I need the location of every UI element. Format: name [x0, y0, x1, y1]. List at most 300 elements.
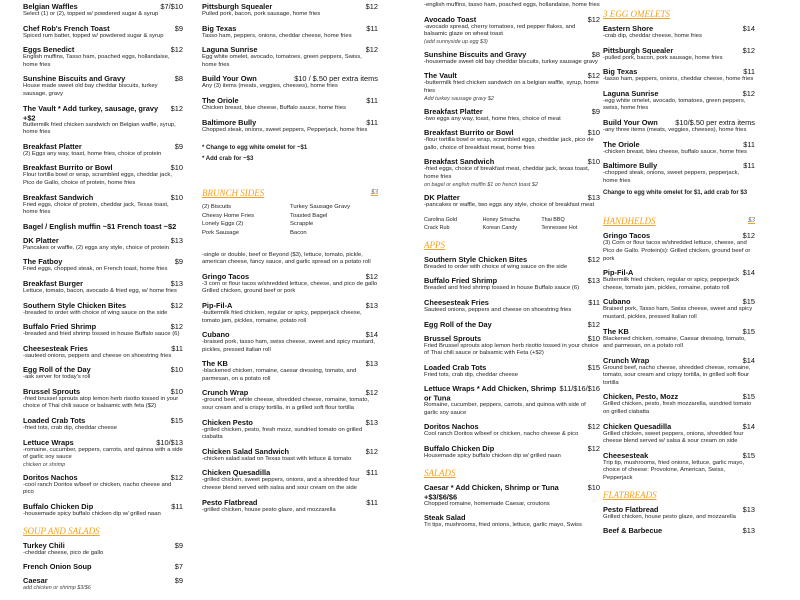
menu-item: [23, 2, 183, 19]
menu-item: [23, 301, 183, 318]
menu-item-row: [23, 24, 183, 33]
menu-item-description: -cheddar cheese, pico de gallo: [23, 549, 104, 556]
menu-item: [23, 322, 183, 339]
menu-item-row: [603, 24, 755, 33]
menu-item-name: Eastern Shore: [603, 23, 654, 34]
menu-item: [603, 24, 755, 41]
menu-item-row: [603, 297, 755, 306]
menu-item-description: Housemade spicy buffalo chicken dip w/ grilled naan: [424, 453, 561, 460]
menu-item-description: Grilled chicken, sweet peppers, onions, shredded four cheese blend served w/ salsa & sour cream on side: [603, 430, 744, 445]
menu-item: [23, 24, 183, 41]
menu-item-name: The Fatboy: [23, 257, 63, 267]
menu-item: [603, 451, 755, 483]
menu-item: [424, 193, 600, 210]
omelet-note: * Add crab for ~$3: [202, 156, 254, 163]
menu-item-description: English muffins, Tasso ham, poached eggs, hollandaise, home fries: [23, 54, 170, 68]
menu-item-price: $12: [587, 444, 600, 454]
menu-item-price: $9: [591, 106, 600, 116]
menu-item-row: [202, 272, 378, 281]
menu-item: [23, 163, 183, 187]
menu-item-row: [424, 128, 600, 137]
menu-column-3: [424, 2, 600, 600]
menu-item-description: Chopped romaine, homemade Caesar, croutons: [424, 500, 550, 507]
menu-item-row: [202, 45, 378, 54]
menu-item-price: $15: [742, 392, 755, 402]
menu-item-description: Trip tip, mushrooms, fried onions, lettuce, garlic mayo, choice of cheese: Provolone, American, Swiss, Pepperjack: [603, 459, 745, 482]
menu-item-price: $11: [366, 23, 378, 33]
menu-item-row: [424, 483, 600, 501]
menu-item: [23, 576, 183, 591]
menu-item-price: $13: [365, 359, 378, 369]
menu-item-price: $12: [587, 71, 600, 81]
menu-item-name: Chicken Quesadilla: [202, 468, 271, 478]
menu-item-name: Pip-Fil-A: [202, 300, 233, 311]
menu-item-description: -pulled pork, bacon, pork sausage, home fries: [603, 54, 723, 61]
menu-item-price: $11: [366, 468, 378, 478]
menu-item: [424, 71, 600, 101]
menu-item-description: -grilled chicken, pesto, fresh mozz, sundried tomato on grilled ciabatta: [202, 426, 363, 441]
menu-item-description: -any three items (meats, veggies, cheeses), home fries: [603, 126, 747, 133]
menu-item: [603, 89, 755, 113]
menu-item: [603, 118, 755, 135]
menu-item-price: $11: [743, 139, 755, 149]
menu-item-name: Egg Roll of the Day: [23, 365, 91, 375]
menu-item-name: Pittsburgh Squealer: [202, 2, 273, 12]
menu-item-price: $12: [365, 446, 378, 456]
menu-item-price: $15: [170, 416, 183, 426]
menu-item-row: [23, 541, 183, 550]
menu-item-price: $9: [174, 141, 183, 151]
menu-item-row: [23, 222, 183, 231]
menu-item-name: The KB: [202, 359, 228, 369]
menu-item-row: [603, 356, 755, 365]
menu-item-name: Cheesesteak Fries: [424, 297, 489, 308]
menu-item-price: $8: [174, 74, 183, 84]
brunch-side-entry: Cheesy Home Fries: [202, 212, 255, 219]
menu-item-name: Belgian Waffles: [23, 2, 78, 12]
menu-item-description: -single or double, beef or Beyond ($3), lettuce, tomato, pickle, american cheese, fancy sauce, and garlic spread on a potato roll: [202, 251, 371, 266]
menu-item-row: [603, 161, 755, 170]
menu-item-row: [603, 46, 755, 55]
menu-item-description: -tasso ham, peppers, onions, cheddar cheese, home fries: [603, 76, 754, 83]
menu-item-description: -housemade spicy buffalo chicken dip w/ grilled naan: [23, 511, 161, 518]
menu-item-price: $12: [365, 2, 378, 11]
menu-item-price: $11/$16/$16: [559, 384, 600, 394]
menu-item-row: [424, 15, 600, 24]
section-heading: [424, 468, 600, 478]
menu-item: [23, 387, 183, 411]
wing-sauce-entry: Thai BBQ: [541, 217, 565, 224]
menu-item-row: [23, 416, 183, 425]
menu-item: [603, 140, 755, 157]
spacer: [603, 201, 755, 209]
menu-item-row: [424, 422, 600, 431]
menu-item-row: [424, 50, 600, 59]
section-title: 3 EGG OMELETS: [603, 9, 670, 19]
menu-item-row: [202, 498, 378, 507]
menu-item-price: $11: [171, 502, 183, 512]
menu-item: [424, 276, 600, 293]
menu-item-row: [424, 444, 600, 453]
menu-item-row: [23, 2, 183, 11]
menu-item: [603, 327, 755, 351]
menu-item-description: -fried eggs, choice of breakfast meat, cheddar jack, texas toast, home fries: [424, 166, 590, 180]
menu-item-description: Tri tips, mushrooms, fried onions, lettuce, garlic mayo, Swiss: [424, 522, 582, 529]
menu-item-note: Add turkey sausage gravy $2: [424, 95, 494, 102]
menu-item-row: [202, 74, 378, 83]
menu-item-row: [603, 118, 755, 127]
menu-item-row: [603, 89, 755, 98]
menu-item-description: Fried eggs, chopped steak, on French toast, home fries: [23, 266, 168, 273]
menu-item-note: add chicken or shrimp $3/$6: [23, 585, 91, 592]
menu-item-price: $10: [587, 128, 600, 138]
brunch-side-entry: Pork Sausage: [202, 229, 240, 236]
menu-item-description: Egg white omelet, avocado, tomatoes, green peppers, Swiss, home fries: [202, 54, 362, 68]
menu-item-name: Breakfast Platter: [424, 106, 483, 116]
menu-item-price: $13: [365, 417, 378, 427]
menu-item-row: [202, 468, 378, 477]
menu-item-name: Baltimore Bully: [603, 160, 658, 171]
wing-sauce-entry: Honey Sriracha: [482, 217, 520, 224]
menu-item-price: $13: [742, 504, 755, 514]
menu-item-row: [23, 387, 183, 396]
menu-item-description: -ask server for today's roll: [23, 374, 91, 381]
menu-item-description: -fried tots, crab dip, cheddar cheese: [23, 425, 117, 432]
omelet-note: * Change to egg white omelet for ~$1: [202, 145, 308, 152]
menu-item: [23, 473, 183, 497]
menu-item-description: -buttermilk fried chicken, regular or spicy, pepperjack cheese, tomato jam, pickles, romaine, potato roll: [202, 309, 362, 324]
menu-item-description: Cool ranch Doritos w/beef or chicken, nacho cheese & pico: [424, 431, 579, 438]
menu-item: [23, 142, 183, 159]
menu-item-description: Ground beef, nacho cheese, shredded cheese, romaine, tomato, sour cream and crispy tortilla, in grilled soft flour tortilla: [603, 364, 751, 386]
menu-item-description: Flour tortilla bowl or wrap, scrambled eggs, cheddar jack, Pico de Gallo, choice of protein, home fries: [23, 172, 172, 186]
menu-item-name: Sunshine Biscuits and Gravy: [424, 49, 527, 60]
menu-item: [202, 96, 378, 113]
menu-item-row: [424, 298, 600, 307]
omelet-change-note: Change to egg white omelet for $1, add crab for $3: [603, 190, 748, 197]
menu-item-name: DK Platter: [23, 235, 59, 245]
menu-item-price: $9: [174, 540, 183, 550]
menu-item: [23, 104, 183, 137]
menu-item-price: $11: [743, 161, 755, 171]
menu-item-description: Chicken breast, blue cheese, Buffalo sauce, home fries: [202, 104, 346, 111]
menu-item-price: $12: [365, 388, 378, 398]
menu-item-description: Spiced rum batter, topped w/ powdered sugar & syrup: [23, 32, 164, 39]
menu-item-name: Breakfast Burrito or Bowl: [424, 127, 514, 138]
menu-item-description: Sauteed onions, peppers and cheese on shoestring fries: [424, 306, 572, 313]
menu-item-description: House made sweet old bay cheddar biscuits, turkey sausage, gravy: [23, 83, 158, 97]
menu-item-price: $10 / $.50 per extra items: [294, 74, 378, 84]
menu-item: [202, 330, 378, 354]
menu-item: [23, 562, 183, 571]
menu-item-row: [23, 45, 183, 54]
menu-item-description: -ground beef, white cheese, shredded cheese, romaine, tomato, sour cream and a crispy tortilla, in a grilled soft flour tortilla: [202, 397, 370, 412]
menu-item-price: $14: [365, 330, 378, 340]
menu-item-name: Southern Style Chicken Bites: [23, 300, 127, 310]
menu-item-row: [23, 322, 183, 331]
menu-item-row: [424, 363, 600, 372]
menu-item-name: Baltimore Bully: [202, 117, 257, 127]
section-title: HANDHELDS: [603, 216, 656, 227]
menu-column-2: [202, 2, 378, 600]
menu-item-name: Chicken Pesto: [202, 417, 253, 427]
menu-item-name: Breakfast Sandwich: [23, 192, 94, 202]
menu-item-description: -braised pork, tasso ham, swiss cheese, sweet and spicy mustard, pickles, pressed italian roll: [202, 339, 375, 353]
menu-item: [424, 2, 600, 10]
menu-item-row: [23, 142, 183, 151]
brunch-side-entry: Scrapple: [290, 221, 314, 228]
menu-item-description: -chopped steak, onions, sweet peppers, pepperjack, home fries: [603, 170, 740, 184]
menu-item-name: Build Your Own: [603, 117, 658, 128]
menu-item-price: $10: [170, 386, 183, 396]
section-title: APPS: [424, 239, 445, 250]
menu-item-price: $13: [170, 235, 183, 245]
menu-item-name: Caesar * Add Chicken, Shrimp or Tuna +$3/$6/$6: [424, 482, 559, 502]
menu-item-name: Doritos Nachos: [23, 472, 78, 483]
menu-item: [23, 257, 183, 274]
menu-item-description: -avocado spread, cherry tomatoes, red pepper flakes, and balsamic glaze on wheat toast: [424, 23, 576, 38]
menu-item-row: [202, 418, 378, 427]
menu-item-description: -chicken breast, bleu cheese, buffalo sauce, home fries: [603, 148, 747, 155]
menu-item-price: $12: [742, 45, 755, 55]
menu-item-description: Pancakes or waffle, (2) eggs any style, choice of protein: [23, 244, 169, 251]
menu-item-row: [202, 301, 378, 310]
menu-item-name: Avocado Toast: [424, 14, 477, 24]
menu-item-row: [23, 502, 183, 511]
menu-item-row: [202, 359, 378, 368]
menu-item-price: $9: [174, 576, 183, 586]
section-title: BRUNCH SIDES: [202, 188, 265, 199]
section-title: FLATBREADS: [603, 489, 657, 500]
menu-item-row: [603, 327, 755, 336]
menu-item-description: -blackened chicken, romaine, caesar dressing, tomato, and parmesan, on a potato roll: [202, 368, 357, 382]
menu-item-row: [23, 279, 183, 288]
section-heading: [603, 216, 755, 226]
menu-item-price: $10/$.50 per extra items: [675, 117, 755, 127]
menu-item-description: Tasso ham, peppers, onions, cheddar cheese, home fries: [202, 32, 352, 39]
menu-item-row: [603, 268, 755, 277]
section-heading: [424, 240, 600, 250]
menu-item-price: $11: [588, 297, 600, 307]
menu-item-row: [23, 301, 183, 310]
spacer: [202, 167, 378, 181]
menu-item-description: -grilled chicken, house pesto glaze, and mozzarella: [202, 506, 336, 513]
menu-item-name: Pittsburgh Squealer: [603, 45, 674, 55]
menu-item-description: -pancakes or waffle, two eggs any style, choice of breakfast meat: [424, 201, 595, 208]
menu-column-4: [603, 2, 755, 600]
menu-item-name: Crunch Wrap: [202, 388, 249, 398]
menu-item-price: $13: [365, 300, 378, 310]
menu-item: [603, 505, 755, 522]
menu-item-name: Buffalo Chicken Dip: [424, 443, 495, 454]
brunch-side-entry: Turkey Sausage Gravy: [290, 204, 351, 211]
menu-item: [202, 24, 378, 41]
section-heading: [23, 526, 183, 536]
menu-item-price: $11: [366, 95, 378, 105]
menu-item-row: [202, 447, 378, 456]
menu-item: [202, 388, 378, 412]
menu-item-price: $12: [742, 88, 755, 98]
menu-item-row: [23, 365, 183, 374]
menu-item: [202, 74, 378, 91]
menu-item-row: [23, 236, 183, 245]
menu-item-name: Beef & Barbecue: [603, 525, 663, 536]
menu-item-name: Chicken, Pesto, Mozz: [603, 392, 679, 402]
section-heading: [603, 490, 755, 500]
menu-item: [202, 272, 378, 296]
menu-item-note: chicken or shrimp: [23, 461, 66, 468]
menu-item-description: -fried brussel sprouts atop lemon herb risotto tossed in your choice of Thai chili sauce or balsamic with feta ($2): [23, 395, 179, 410]
menu-item: [23, 45, 183, 69]
menu-item-name: Caesar: [23, 575, 48, 586]
menu-item: [424, 128, 600, 152]
menu-item-price: $12: [587, 422, 600, 432]
menu-item: [424, 363, 600, 380]
menu-item-note: on bagel or english muffin $1 on french toast $2: [424, 181, 538, 188]
menu-item-description: Select (1) or (2), topped w/ powdered sugar & syrup: [23, 11, 159, 17]
menu-item-row: [424, 107, 600, 116]
menu-item: [424, 50, 600, 67]
menu-item-name: Laguna Sunrise: [603, 88, 659, 99]
menu-item: [603, 422, 755, 446]
menu-item: [23, 74, 183, 98]
menu-item-description: Braised pork, Tasso ham, Swiss cheese, sweet and spicy mustard, pickles, pressed Italian roll: [603, 306, 753, 320]
menu-item-name: Crunch Wrap: [603, 355, 650, 365]
menu-item-name: Eggs Benedict: [23, 44, 75, 55]
menu-item-name: Sunshine Biscuits and Gravy: [23, 74, 126, 84]
menu-item-price: $14: [742, 24, 755, 33]
menu-item-description: -romaine, cucumber, peppers, carrots, and quinoa with a side of garlic soy sauce: [23, 446, 183, 461]
menu-item-price: $11: [171, 343, 183, 353]
menu-item: [202, 252, 378, 267]
menu-item-row: [23, 163, 183, 172]
menu-item-row: [23, 576, 183, 585]
menu-item-name: Brussel Sprouts: [424, 333, 482, 343]
menu-item-name: Brussel Sprouts: [23, 386, 81, 397]
menu-item: [424, 384, 600, 417]
menu-item-row: [23, 257, 183, 266]
menu-item-row: [23, 562, 183, 571]
menu-item-name: DK Platter: [424, 192, 460, 202]
menu-item-price: $13: [170, 278, 183, 288]
menu-item-row: [23, 344, 183, 353]
menu-item-name: Breakfast Platter: [23, 141, 82, 151]
menu-item-description: -english muffins, tasso ham, poached eggs, hollandaise, home fries: [424, 2, 600, 8]
menu-item-price: $12: [170, 472, 183, 482]
wing-sauce-entry: Carolina Gold: [424, 217, 457, 224]
menu-item: [424, 483, 600, 509]
menu-item-description: -grilled chicken, sweet peppers, onions, and a shredded four cheese blend served with salsa and sour cream on the side: [202, 477, 360, 492]
menu-item-name: Chicken Quesadilla: [603, 421, 672, 431]
menu-item-price: $10: [587, 157, 600, 167]
menu-item-price: $12: [587, 319, 600, 329]
menu-item-name: Chef Rob's French Toast: [23, 23, 110, 33]
menu-item-row: [424, 276, 600, 285]
menu-item-price: $12: [170, 322, 183, 332]
menu-item-row: [202, 24, 378, 33]
menu-item-name: Cubano: [603, 297, 631, 307]
menu-item: [424, 334, 600, 358]
menu-item-description: Blackened chicken, romaine, Caesar dressing, tomato, and parmesan, on a potato roll: [603, 335, 746, 350]
menu-item: [23, 279, 183, 296]
section-heading: [603, 9, 755, 19]
menu-item: [23, 416, 183, 433]
wing-sauce-entry: Korean Candy: [482, 224, 518, 231]
menu-item-price: $14: [742, 355, 755, 365]
menu-item: [424, 255, 600, 272]
menu-item-price: $12: [742, 231, 755, 241]
menu-item-price: $9: [174, 257, 183, 267]
menu-item: [23, 236, 183, 253]
menu-item-name: Pesto Flatbread: [202, 497, 258, 507]
menu-item: [23, 541, 183, 558]
spacer: [202, 244, 378, 252]
menu-item: [424, 444, 600, 461]
menu-item-price: $7: [174, 562, 183, 572]
menu-item-row: [424, 513, 600, 522]
menu-item-price: $11: [743, 67, 755, 77]
menu-item-description: Fried tots, crab dip, cheddar cheese: [424, 371, 518, 378]
menu-item-name: Big Texas: [202, 23, 237, 33]
menu-item-description: -crab dip, cheddar cheese, home fries: [603, 33, 702, 39]
menu-item: [202, 498, 378, 515]
menu-item-price: $13: [587, 276, 600, 286]
menu-item-description: Lettuce, tomato, bacon, avocado & fried egg, w/ home fries: [23, 287, 177, 294]
menu-item-name: Lettuce Wraps * Add Chicken, Shrimp or Tuna: [424, 383, 557, 403]
menu-item: [424, 422, 600, 439]
menu-item-description: -breaded to order with choice of wing sauce on the side: [23, 309, 168, 316]
menu-item: [23, 365, 183, 382]
menu-item-price: $15: [742, 450, 755, 460]
menu-item-name: Loaded Crab Tots: [23, 415, 86, 426]
menu-item-price: $12: [170, 300, 183, 310]
menu-item-name: The Vault: [424, 71, 457, 81]
menu-item-name: Southern Style Chicken Bites: [424, 254, 528, 264]
menu-item-name: Steak Salad: [424, 513, 466, 523]
menu-item-description: -egg white omelet, avocado, tomatoes, green peppers, swiss, home fries: [603, 97, 746, 112]
menu-item-price: $12: [170, 45, 183, 55]
menu-item-description: Any (3) items (meats, veggies, cheeses), home fries: [202, 83, 338, 90]
section-title: SOUP AND SALADS: [23, 525, 100, 536]
menu-item-price: $10/$13: [156, 437, 183, 447]
menu-item-description: Breaded and fried shrimp tossed in house Buffalo sauce (6): [424, 285, 580, 292]
spacer: [202, 139, 378, 142]
menu-item-price: $8: [591, 49, 600, 59]
menu-item: [603, 356, 755, 388]
brunch-side-entry: Lonely Eggs (2): [202, 221, 244, 228]
menu-item-description: Grilled chicken, house pesto glaze, and mozzarella: [603, 513, 736, 520]
menu-item-note: (add sunnyside up egg $3): [424, 38, 488, 45]
menu-item-row: [424, 334, 600, 343]
menu-item-name: The KB: [603, 326, 629, 336]
menu-item: [424, 157, 600, 187]
brunch-side-entry: (2) Biscuits: [202, 204, 232, 211]
menu-item-row: [603, 67, 755, 76]
menu-item-row: [424, 384, 600, 402]
menu-item-row: [603, 422, 755, 431]
wing-sauce: [424, 217, 600, 233]
menu-item-row: [424, 320, 600, 329]
menu-item-name: Buffalo Chicken Dip: [23, 501, 94, 512]
menu-item-price: $14: [742, 421, 755, 431]
menu-item-name: Build Your Own: [202, 74, 257, 84]
menu-item-price: $12: [170, 103, 183, 113]
menu-item: [23, 222, 183, 231]
menu-item-row: [202, 330, 378, 339]
menu-item-description: -buttermilk fried chicken sandwich on a belgian waffle, syrup, home fries: [424, 80, 599, 94]
brunch-side-entry: Toasted Bagel: [290, 212, 328, 219]
menu-item: [202, 2, 378, 19]
